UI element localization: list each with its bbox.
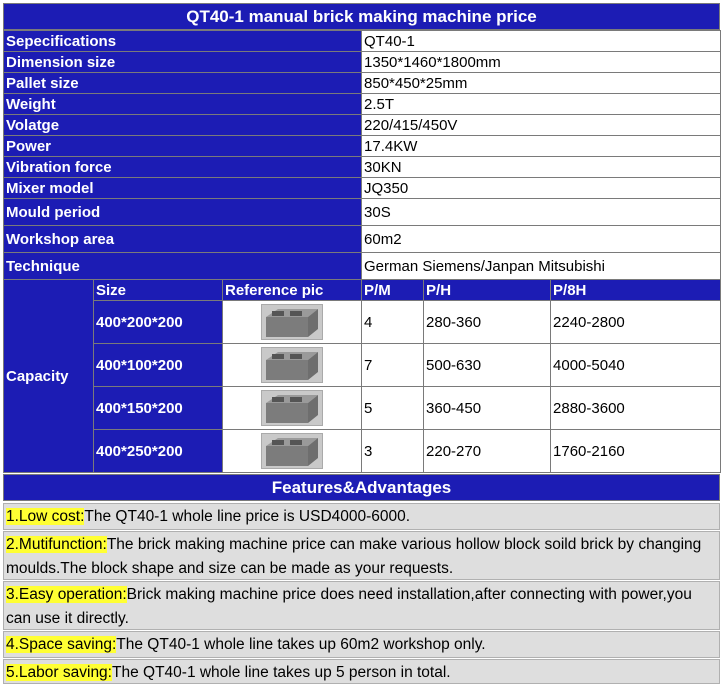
feature-item [3, 503, 720, 530]
feature-item [3, 531, 720, 580]
capacity-ph: 360-450 [424, 387, 551, 430]
capacity-header-size: Size [94, 280, 223, 301]
capacity-p8h: 4000-5040 [551, 344, 721, 387]
spec-label: Mould period [4, 199, 362, 226]
capacity-header-ph: P/H [424, 280, 551, 301]
spec-row [4, 94, 721, 115]
feature-text: The QT40-1 whole line takes up 5 person in total. [112, 664, 451, 681]
capacity-ref-pic [223, 430, 362, 473]
page-title: QT40-1 manual brick making machine price [3, 3, 720, 30]
features-heading: Features&Advantages [3, 474, 720, 501]
feature-key: 4.Space saving: [6, 636, 117, 653]
capacity-row [4, 430, 721, 473]
feature-item [3, 631, 720, 658]
spec-label: Weight [4, 94, 362, 115]
spec-label: Mixer model [4, 178, 362, 199]
spec-label: Power [4, 136, 362, 157]
spec-row [4, 136, 721, 157]
spec-row [4, 178, 721, 199]
capacity-row [4, 344, 721, 387]
feature-item [3, 659, 720, 684]
spec-value: 17.4KW [362, 136, 721, 157]
spec-label: Sepecifications [4, 31, 362, 52]
capacity-pm: 4 [362, 301, 424, 344]
feature-item [3, 581, 720, 630]
spec-row [4, 115, 721, 136]
capacity-ref-pic [223, 387, 362, 430]
spec-row [4, 73, 721, 94]
capacity-size: 400*100*200 [94, 344, 223, 387]
spec-row [4, 226, 721, 253]
capacity-pm: 3 [362, 430, 424, 473]
spec-value: 60m2 [362, 226, 721, 253]
feature-text: The QT40-1 whole line takes up 60m2 workshop only. [116, 636, 486, 653]
capacity-p8h: 2240-2800 [551, 301, 721, 344]
capacity-size: 400*200*200 [94, 301, 223, 344]
spec-value: 30S [362, 199, 721, 226]
capacity-pm: 5 [362, 387, 424, 430]
capacity-p8h: 2880-3600 [551, 387, 721, 430]
feature-text: Brick making machine price does need installation,after connecting with power,you can use it directly. [6, 586, 692, 627]
spec-row [4, 31, 721, 52]
feature-key: 3.Easy operation: [6, 586, 127, 603]
spec-value: JQ350 [362, 178, 721, 199]
spec-label: Workshop area [4, 226, 362, 253]
spec-value: German Siemens/Janpan Mitsubishi [362, 253, 721, 280]
hollow-block-icon [261, 390, 323, 426]
spec-table [3, 30, 721, 473]
capacity-label: Capacity [4, 280, 94, 473]
spec-label: Vibration force [4, 157, 362, 178]
capacity-ph: 500-630 [424, 344, 551, 387]
capacity-header-pm: P/M [362, 280, 424, 301]
spec-value: 30KN [362, 157, 721, 178]
spec-row [4, 157, 721, 178]
capacity-ref-pic [223, 344, 362, 387]
capacity-header-row [4, 280, 721, 301]
feature-text: The brick making machine price can make various hollow block soild brick by changing moulds.The block shape and size can be made as your requests. [6, 536, 702, 577]
capacity-pm: 7 [362, 344, 424, 387]
capacity-row [4, 387, 721, 430]
capacity-row [4, 301, 721, 344]
spec-value: QT40-1 [362, 31, 721, 52]
capacity-ph: 280-360 [424, 301, 551, 344]
spec-label: Pallet size [4, 73, 362, 94]
spec-value: 1350*1460*1800mm [362, 52, 721, 73]
capacity-size: 400*250*200 [94, 430, 223, 473]
spec-value: 2.5T [362, 94, 721, 115]
spec-row [4, 52, 721, 73]
feature-key: 5.Labor saving: [6, 664, 112, 681]
feature-key: 2.Mutifunction: [6, 536, 107, 553]
capacity-p8h: 1760-2160 [551, 430, 721, 473]
hollow-block-icon [261, 347, 323, 383]
hollow-block-icon [261, 433, 323, 469]
hollow-block-icon [261, 304, 323, 340]
spec-value: 850*450*25mm [362, 73, 721, 94]
spec-label: Technique [4, 253, 362, 280]
spec-label: Volatge [4, 115, 362, 136]
spec-value: 220/415/450V [362, 115, 721, 136]
capacity-size: 400*150*200 [94, 387, 223, 430]
feature-key: 1.Low cost: [6, 508, 85, 525]
spec-row [4, 199, 721, 226]
feature-text: The QT40-1 whole line price is USD4000-6000. [84, 508, 411, 525]
spec-row [4, 253, 721, 280]
capacity-ph: 220-270 [424, 430, 551, 473]
capacity-ref-pic [223, 301, 362, 344]
spec-label: Dimension size [4, 52, 362, 73]
capacity-header-p8h: P/8H [551, 280, 721, 301]
capacity-header-ref: Reference pic [223, 280, 362, 301]
